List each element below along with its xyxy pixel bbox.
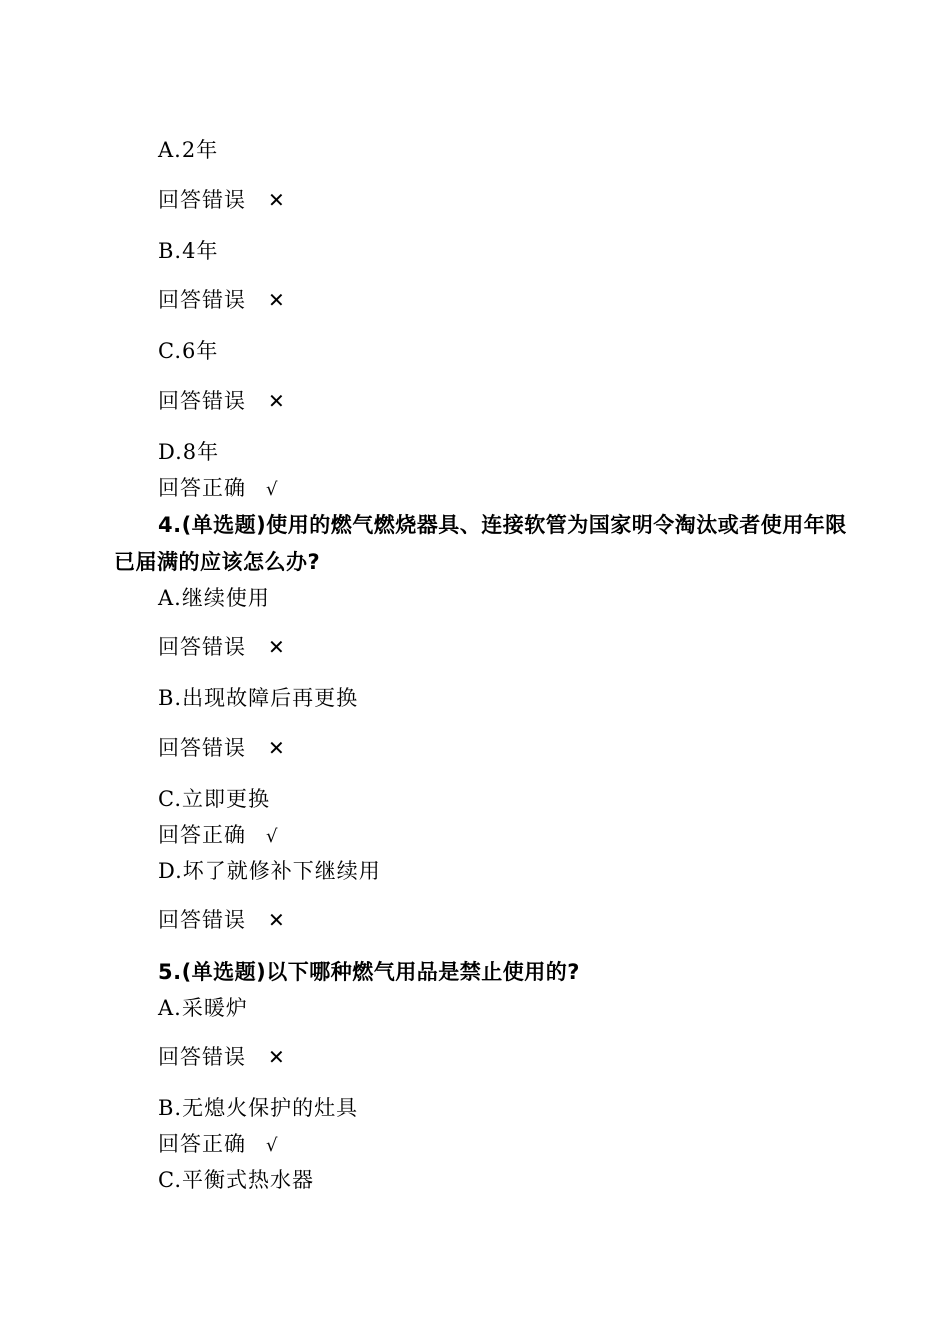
feedback-label: 回答错误 [158, 389, 246, 413]
answer-feedback [158, 907, 286, 933]
cross-icon: ✕ [268, 288, 286, 312]
option-text: A.继续使用 [158, 586, 270, 610]
cross-icon: ✕ [268, 736, 286, 760]
option-text: B.无熄火保护的灶具 [158, 1096, 359, 1120]
option-text: A.采暖炉 [158, 996, 248, 1020]
answer-feedback [158, 475, 278, 503]
feedback-label: 回答错误 [158, 908, 246, 932]
check-icon: √ [266, 479, 279, 500]
answer-feedback [158, 287, 286, 313]
option-text: C.立即更换 [158, 787, 270, 811]
check-icon: √ [266, 1135, 279, 1156]
answer-feedback [158, 388, 286, 414]
cross-icon: ✕ [268, 389, 286, 413]
option-text: C.6年 [158, 339, 219, 363]
cross-icon: ✕ [268, 1045, 286, 1069]
feedback-label: 回答错误 [158, 736, 246, 760]
option-text: B.出现故障后再更换 [158, 686, 359, 710]
question-stem: 4.(单选题)使用的燃气燃烧器具、连接软管为国家明令淘汰或者使用年限已届满的应该怎么办? [114, 513, 847, 574]
option-text: A.2年 [158, 138, 219, 162]
answer-feedback [158, 187, 286, 213]
cross-icon: ✕ [268, 188, 286, 212]
feedback-label: 回答正确 [158, 1132, 246, 1156]
cross-icon: ✕ [268, 635, 286, 659]
cross-icon: ✕ [268, 908, 286, 932]
question-stem: 5.(单选题)以下哪种燃气用品是禁止使用的? [158, 960, 580, 984]
option-text: B.4年 [158, 239, 219, 263]
answer-feedback [158, 1131, 278, 1159]
feedback-label: 回答错误 [158, 635, 246, 659]
option-text: D.8年 [158, 440, 220, 464]
option-text: C.平衡式热水器 [158, 1168, 314, 1192]
answer-feedback [158, 1044, 286, 1070]
option-text: D.坏了就修补下继续用 [158, 859, 381, 883]
answer-feedback [158, 735, 286, 761]
answer-feedback [158, 822, 278, 850]
check-icon: √ [266, 826, 279, 847]
feedback-label: 回答正确 [158, 476, 246, 500]
feedback-label: 回答正确 [158, 823, 246, 847]
answer-feedback [158, 634, 286, 660]
feedback-label: 回答错误 [158, 1045, 246, 1069]
feedback-label: 回答错误 [158, 188, 246, 212]
feedback-label: 回答错误 [158, 288, 246, 312]
